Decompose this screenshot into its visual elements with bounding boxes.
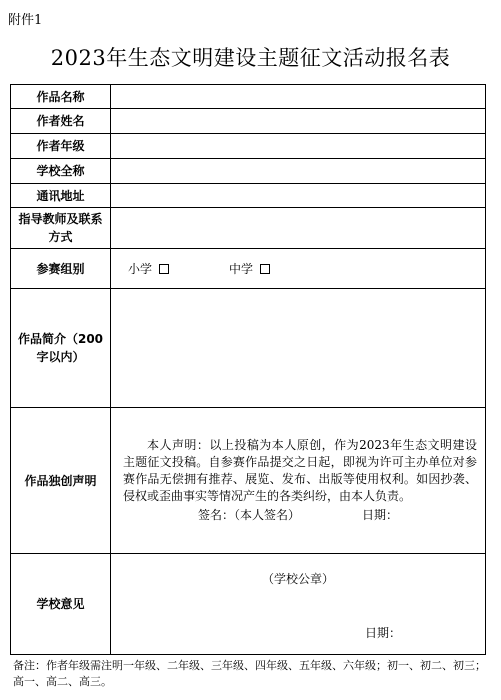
school-date-label: 日期：: [365, 626, 402, 640]
address-row: [11, 184, 486, 208]
author-grade-field[interactable]: [111, 134, 486, 159]
group-option-secondary: [229, 260, 270, 277]
author-name-field[interactable]: [111, 109, 486, 134]
author-grade-row: [11, 134, 486, 159]
attachment-label: 附件1: [8, 13, 43, 28]
address-field[interactable]: [111, 184, 486, 208]
author-grade-label: 作者年级: [11, 134, 111, 159]
group-label: 参赛组别: [11, 249, 111, 289]
address-label: 通讯地址: [11, 184, 111, 208]
signature-label: 签名：（本人签名）: [198, 508, 301, 522]
teacher-label: 指导教师及联系方式: [11, 208, 111, 249]
declaration-block: [111, 437, 485, 524]
originality-row: [11, 408, 486, 554]
primary-checkbox[interactable]: [159, 264, 169, 274]
originality-label: 作品独创声明: [11, 408, 111, 554]
group-options: [111, 260, 485, 277]
group-row: [11, 249, 486, 289]
group-field: [111, 249, 486, 289]
declaration-cell: [111, 408, 486, 554]
work-name-field[interactable]: [111, 85, 486, 109]
teacher-field[interactable]: [111, 208, 486, 249]
teacher-row: [11, 208, 486, 249]
secondary-checkbox[interactable]: [260, 264, 270, 274]
school-name-row: [11, 159, 486, 184]
signature-row: [123, 507, 477, 524]
author-name-label: 作者姓名: [11, 109, 111, 134]
summary-row: [11, 289, 486, 408]
summary-label: 作品简介（200字以内）: [11, 289, 111, 408]
school-opinion-row: [11, 554, 486, 655]
group-option-primary-label: 小学: [128, 262, 153, 276]
summary-field[interactable]: [111, 289, 486, 408]
form-title: 2023年生态文明建设主题征文活动报名表: [50, 46, 451, 70]
declaration-text: 本人声明：以上投稿为本人原创，作为2023年生态文明建设主题征文投稿。自参赛作品提交之日起，即视为许可主办单位对参赛作品无偿拥有推荐、展览、发布、出版等使用权利。如因抄袭、侵权或歪曲事实等情况产生的各类纠纷，由本人负责。: [123, 438, 477, 503]
footnote: 备注：作者年级需注明一年级、二年级、三年级、四年级、五年级、六年级；初一、初二、初三；高一、高二、高三。: [13, 659, 486, 688]
work-name-row: [11, 85, 486, 109]
declaration-date-label: 日期：: [362, 508, 399, 522]
school-name-field[interactable]: [111, 159, 486, 184]
school-opinion-field[interactable]: [111, 554, 486, 655]
group-option-primary: [128, 260, 169, 277]
school-opinion-label: 学校意见: [11, 554, 111, 655]
school-name-label: 学校全称: [11, 159, 111, 184]
school-seal-label: （学校公章）: [261, 572, 334, 586]
group-option-secondary-label: 中学: [229, 262, 254, 276]
registration-form: [10, 84, 486, 655]
work-name-label: 作品名称: [11, 85, 111, 109]
author-name-row: [11, 109, 486, 134]
